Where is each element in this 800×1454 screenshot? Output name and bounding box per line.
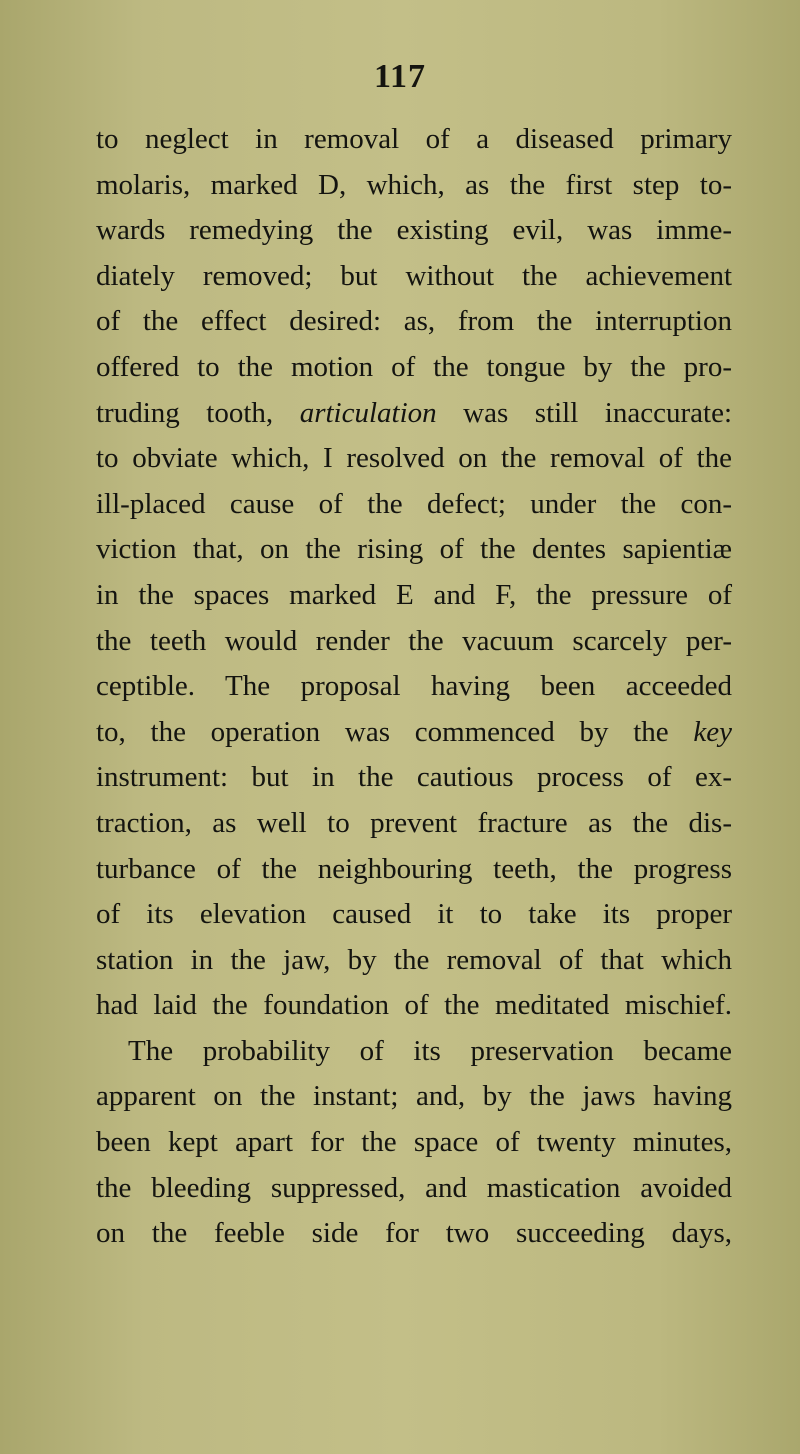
text-line: of its elevation caused it to take its proper [96, 898, 732, 931]
italic-term: articulation [299, 396, 437, 429]
text-line: the teeth would render the vacuum scarcely per- [96, 624, 732, 657]
text-line: station in the jaw, by the removal of that which [96, 943, 732, 976]
text-line: viction that, on the rising of the dentes sapientiæ [96, 533, 732, 566]
text-line: traction, as well to prevent fracture as the dis- [96, 806, 732, 839]
paragraph-start-line: The probability of its preservation became [128, 1034, 732, 1067]
text-line: been kept apart for the space of twenty minutes, [96, 1126, 732, 1159]
body-text [96, 117, 732, 1257]
text-line: ill-placed cause of the defect; under the con- [96, 487, 732, 520]
text-line: molaris, marked D, which, as the first step to- [96, 168, 732, 201]
italic-term: key [693, 715, 732, 748]
page-number: 117 [373, 58, 427, 95]
text-line: in the spaces marked E and F, the pressure of [96, 578, 732, 611]
text-line: ceptible. The proposal having been acceeded [96, 670, 732, 703]
text-line: turbance of the neighbouring teeth, the progress [96, 852, 732, 885]
text-line: on the feeble side for two succeeding days, [96, 1217, 732, 1250]
text-line: of the effect desired: as, from the interruption [96, 305, 732, 338]
text-line: apparent on the instant; and, by the jaws having [96, 1080, 732, 1113]
text-line: to neglect in removal of a diseased primary [96, 123, 732, 155]
text-line: diately removed; but without the achievement [96, 259, 732, 292]
text-line: the bleeding suppressed, and mastication avoided [96, 1171, 732, 1204]
text-line: to obviate which, I resolved on the removal of the [96, 442, 732, 475]
text-line: offered to the motion of the tongue by the pro- [96, 350, 732, 383]
text-line: had laid the foundation of the meditated mischief. [96, 989, 732, 1022]
text-line: truding tooth, articulation was still inaccurate: [96, 396, 732, 429]
text-line: wards remedying the existing evil, was imme- [96, 214, 732, 247]
text-line: to, the operation was commenced by the key [96, 715, 732, 748]
text-line: instrument: but in the cautious process of ex- [96, 761, 732, 794]
